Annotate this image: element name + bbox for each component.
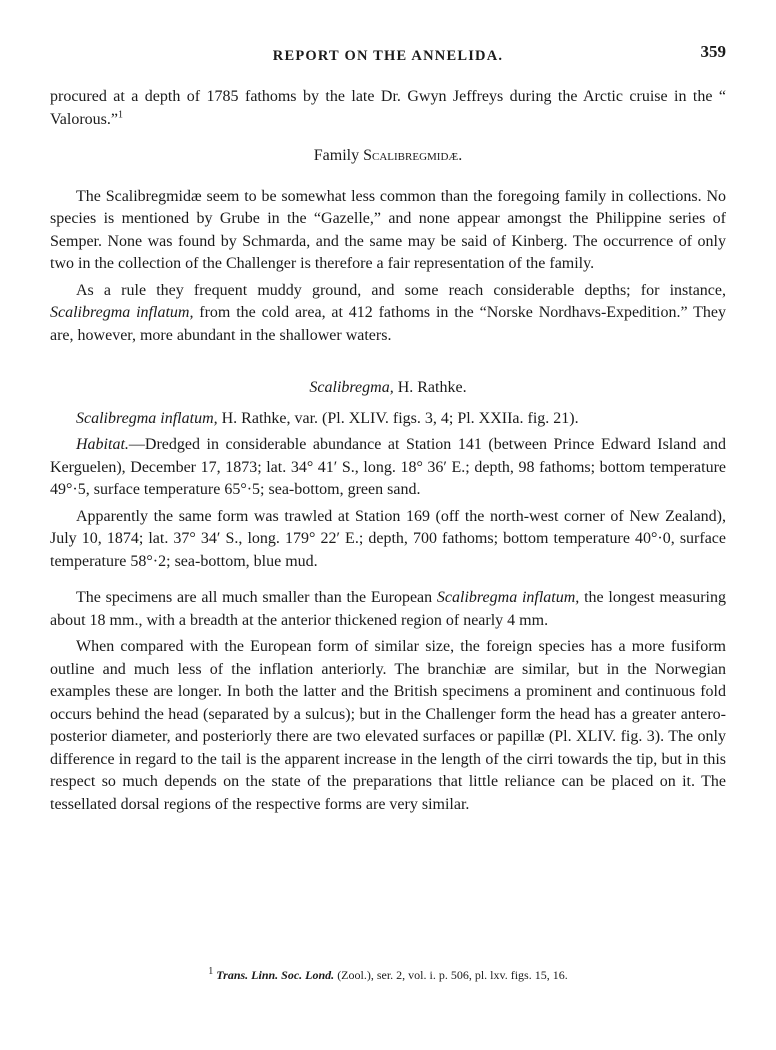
footnote-rest: (Zool.), ser. 2, vol. i. p. 506, pl. lxv. figs. 15, 16. [334, 968, 568, 982]
genus-author: H. Rathke. [393, 379, 467, 396]
page-number: 359 [700, 42, 726, 61]
running-title: REPORT ON THE ANNELIDA. [272, 48, 504, 64]
paragraph-family-2 [50, 280, 726, 348]
p-family-2-taxon: Scalibregma inflatum, [50, 304, 194, 321]
paragraph-apparently: Apparently the same form was trawled at Station 169 (off the north-west corner of New Zealand), July 10, 1874; lat. 37° 34′ S., long. 179° 22′ E.; depth, 700 fathoms; bottom temperature 40°·0, surface temperature 58°·2; sea-bottom, blue mud. [50, 507, 726, 570]
paragraph-compared: When compared with the European form of similar size, the foreign species has a more fusiform outline and much less of the inflation anteriorly. The branchiæ are similar, but in the Norwegian examples these are longer. In both the latter and the British specimens a prominent and continuous fold occurs behind the head (separated by a sulcus); but in the Challenger form the head has a greater antero-posterior diameter, and posteriorly there are two elevated surfaces or papillæ (Pl. XLIV. fig. 3). The only difference in regard to the tail is the apparent increase in the length of the cirri towards the tip, but in this respect so much depends on the state of the preparations that little reliance can be placed on it. The tessellated dorsal regions of the respective forms are very similar. [50, 638, 726, 813]
body-text [50, 86, 726, 816]
habitat-label: Habitat. [76, 436, 129, 453]
footnote-source: Trans. Linn. Soc. Lond. [216, 968, 335, 982]
paragraph-continued [50, 86, 726, 131]
paragraph-habitat [50, 434, 726, 502]
p-family-2-c: from the cold area, at 412 fathoms in the “Norske Nordhavs-Expedition.” They are, however, more abundant in the shallower waters. [50, 304, 726, 344]
paragraph-continued-text: procured at a depth of 1785 fathoms by the late Dr. Gwyn Jeffreys during the Arctic cruise in the “ Valorous.” [50, 88, 726, 128]
family-heading-prefix: Family [313, 147, 364, 164]
genus-heading [50, 377, 726, 400]
p-specimens-c: the longest measuring about 18 mm., with a breadth at the anterior thickened region of nearly 4 mm. [50, 589, 727, 629]
paragraph-family-1: The Scalibregmidæ seem to be somewhat less common than the foregoing family in collections. No species is mentioned by Grube in the “Gazelle,” and none appear amongst the Philippine series of Semper. None was found by Schmarda, and the same may be said of Kinberg. The occurrence of only two in the collection of the Challenger is therefore a fair representation of the family. [50, 187, 726, 272]
running-head [0, 42, 776, 66]
paragraph-specimens [50, 587, 726, 632]
footnote [50, 968, 726, 983]
species-heading-rest: H. Rathke, var. (Pl. XLIV. figs. 3, 4; Pl. XXIIa. fig. 21). [217, 409, 579, 427]
family-heading [50, 145, 726, 168]
footnote-marker: 1 [208, 966, 214, 977]
p-family-2-a: As a rule they frequent muddy ground, and some reach considerable depths; for instance, [76, 281, 726, 299]
footnote-ref: 1 [117, 109, 123, 121]
species-name: Scalibregma inflatum, [76, 409, 218, 427]
habitat-text: —Dredged in considerable abundance at Station 141 (between Prince Edward Island and Kerguelen), December 17, 1873; lat. 34° 41′ S., long. 18° 36′ E.; depth, 98 fathoms; bottom temperature 49°·5, surface temperature 65°·5; sea-bottom, green sand. [50, 436, 726, 498]
p-specimens-a: The specimens are all much smaller than the European [76, 589, 437, 606]
genus-name: Scalibregma, [309, 379, 394, 396]
family-heading-name: Scalibregmidæ. [363, 147, 463, 164]
p-specimens-taxon: Scalibregma inflatum, [436, 589, 580, 606]
species-heading [50, 408, 726, 431]
